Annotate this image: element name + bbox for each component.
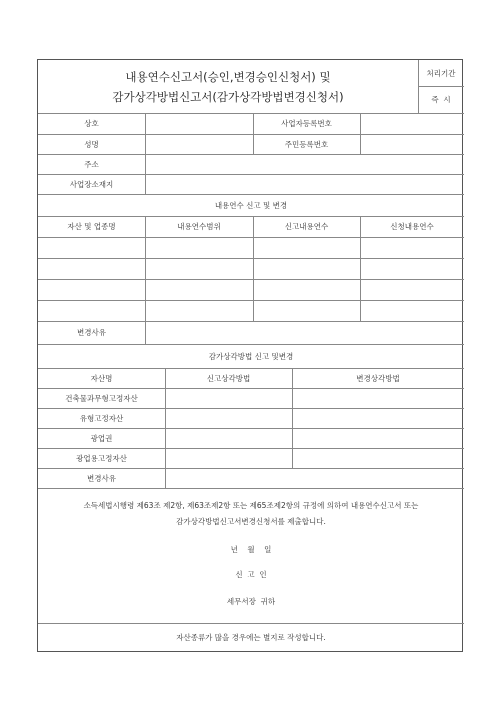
divider — [38, 300, 464, 301]
name-label: 성명 — [84, 139, 99, 149]
declaration-reporter: 신 고 인 — [235, 570, 267, 579]
method-header-asset: 자산명 — [90, 373, 113, 383]
life-section-title: 내용연수 신고 및 변경 — [214, 200, 288, 210]
method-row-label: 광업권 — [90, 433, 113, 443]
method-row-label: 광업용고정자산 — [76, 453, 127, 463]
form-title-line2: 감가상각방법신고서(감가상각방법변경신청서) — [112, 89, 344, 104]
method-section-title: 감가상각방법 신고 및변경 — [208, 351, 294, 361]
life-change-reason-field[interactable] — [146, 322, 463, 343]
declaration-text — [48, 498, 454, 530]
address-field[interactable] — [146, 155, 463, 173]
resident-no-field[interactable] — [361, 135, 463, 153]
method-header-reported: 신고상각방법 — [206, 373, 251, 383]
declaration-line1: 소득세법시행령 제63조 제2항, 제63조제2항 또는 제65조제2항의 규정에 의하여 내용연수신고서 또는 — [83, 501, 419, 510]
declaration-addressee: 세무서장 귀하 — [226, 597, 276, 606]
method-row-label: 유형고정자산 — [79, 413, 124, 423]
form-title — [38, 60, 418, 113]
name-field[interactable] — [146, 135, 252, 153]
life-header-requested: 신청내용연수 — [390, 222, 434, 231]
declaration-date: 년 월 일 — [230, 545, 272, 554]
life-header-reported: 신고내용연수 — [284, 222, 329, 231]
declaration-line2: 감가상각방법신고서변경신청서를 제출합니다. — [176, 517, 326, 526]
method-change-reason-label: 변경사유 — [87, 473, 116, 483]
company-field[interactable] — [146, 114, 252, 133]
workplace-label: 사업장소재지 — [69, 179, 114, 189]
divider — [38, 488, 464, 489]
method-change-reason-field[interactable] — [166, 469, 463, 487]
divider — [38, 258, 464, 259]
method-header-changed: 변경상각방법 — [356, 373, 400, 383]
workplace-field[interactable] — [146, 175, 463, 193]
form-title-line1: 내용연수신고서(승인,변경승인신청서) 및 — [125, 69, 331, 84]
resident-no-label: 주민등록번호 — [284, 139, 329, 149]
business-no-field[interactable] — [361, 114, 463, 133]
address-label: 주소 — [84, 159, 99, 169]
life-header-asset: 자산 및 업종명 — [67, 222, 116, 231]
processing-period-value: 즉 시 — [431, 95, 451, 104]
life-header-range: 내용연수범위 — [177, 222, 221, 231]
divider — [38, 279, 464, 280]
life-change-reason-label: 변경사유 — [77, 328, 106, 337]
business-no-label: 사업자등록번호 — [281, 119, 332, 128]
footer-note: 자산종류가 많을 경우에는 별지로 작성합니다. — [176, 633, 326, 642]
method-row-label: 건축물과무형고정자산 — [65, 393, 138, 403]
report-form — [37, 59, 463, 652]
company-label: 상호 — [84, 119, 99, 128]
divider — [38, 237, 464, 238]
processing-period-label: 처리기간 — [426, 68, 456, 78]
